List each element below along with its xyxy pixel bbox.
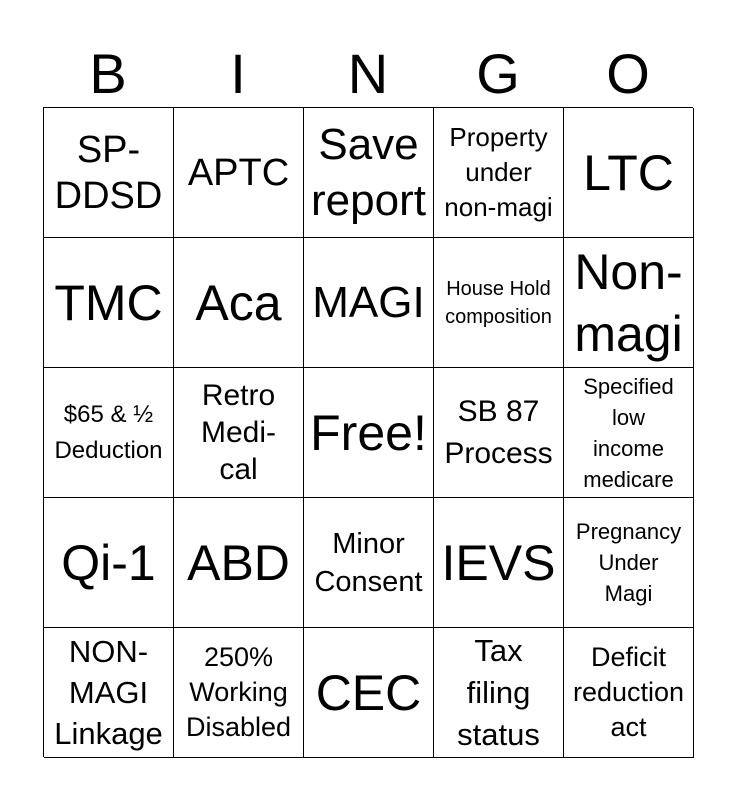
bingo-cell-r4-c2[interactable] <box>174 498 304 628</box>
cell-text: IEVS <box>441 534 556 591</box>
bingo-cell-r4-c1[interactable] <box>44 498 174 628</box>
cell-text: House Hold composition <box>445 277 552 328</box>
cell-text: MAGI <box>312 277 425 327</box>
cell-text: APTC <box>187 151 290 194</box>
bingo-cell-r5-c1[interactable] <box>44 628 174 758</box>
header-letter-o: O <box>606 42 650 105</box>
bingo-cell-r3-c5[interactable] <box>564 368 694 498</box>
cell-text: Aca <box>195 274 282 331</box>
cell-text: Deficit reduction act <box>572 642 685 742</box>
cell-text: Pregnancy Under Magi <box>575 519 682 606</box>
bingo-header <box>43 40 693 108</box>
bingo-cell-r4-c3[interactable] <box>304 498 434 628</box>
cell-text: Property under non-magi <box>444 122 553 222</box>
bingo-cell-r5-c2[interactable] <box>174 628 304 758</box>
bingo-cell-r5-c5[interactable] <box>564 628 694 758</box>
bingo-cell-r1-c1[interactable] <box>44 108 174 238</box>
bingo-cell-r5-c3[interactable] <box>304 628 434 758</box>
header-letter-n: N <box>347 42 389 105</box>
bingo-cell-r4-c5[interactable] <box>564 498 694 628</box>
bingo-cell-r3-c1[interactable] <box>44 368 174 498</box>
bingo-cell-r3-c3[interactable] <box>304 368 434 498</box>
header-letter-g: G <box>476 42 520 105</box>
cell-text: 250% Working Disabled <box>185 642 292 742</box>
cell-text: Save report <box>311 119 426 225</box>
cell-text: Free! <box>310 404 427 461</box>
bingo-cell-r1-c5[interactable] <box>564 108 694 238</box>
bingo-cell-r2-c5[interactable] <box>564 238 694 368</box>
bingo-card-grid <box>43 107 693 757</box>
header-letter-i: I <box>230 42 246 105</box>
bingo-cell-r3-c4[interactable] <box>434 368 564 498</box>
cell-text: NON- MAGI Linkage <box>54 634 163 751</box>
bingo-cell-r3-c2[interactable] <box>174 368 304 498</box>
cell-text: Tax filing status <box>457 632 540 752</box>
bingo-cell-r5-c4[interactable] <box>434 628 564 758</box>
cell-text: ABD <box>187 534 290 591</box>
bingo-cell-r2-c2[interactable] <box>174 238 304 368</box>
cell-text: Specified low income medicare <box>583 373 674 492</box>
bingo-cell-r4-c4[interactable] <box>434 498 564 628</box>
cell-text: Non- magi <box>574 243 683 362</box>
cell-text: $65 & ½ Deduction <box>54 400 163 464</box>
cell-text: TMC <box>54 274 163 331</box>
bingo-cell-r1-c3[interactable] <box>304 108 434 238</box>
cell-text: SP- DDSD <box>54 128 163 217</box>
bingo-cell-r2-c3[interactable] <box>304 238 434 368</box>
bingo-cell-r2-c4[interactable] <box>434 238 564 368</box>
cell-text: CEC <box>315 664 422 721</box>
bingo-cell-r1-c4[interactable] <box>434 108 564 238</box>
cell-text: Minor Consent <box>314 527 423 598</box>
cell-text: Retro Medi- cal <box>200 379 276 486</box>
header-letter-b: B <box>89 42 127 105</box>
bingo-cell-r2-c1[interactable] <box>44 238 174 368</box>
cell-text: Qi-1 <box>61 534 156 591</box>
bingo-cell-r1-c2[interactable] <box>174 108 304 238</box>
cell-text: SB 87 Process <box>444 394 553 470</box>
cell-text: LTC <box>583 144 674 201</box>
